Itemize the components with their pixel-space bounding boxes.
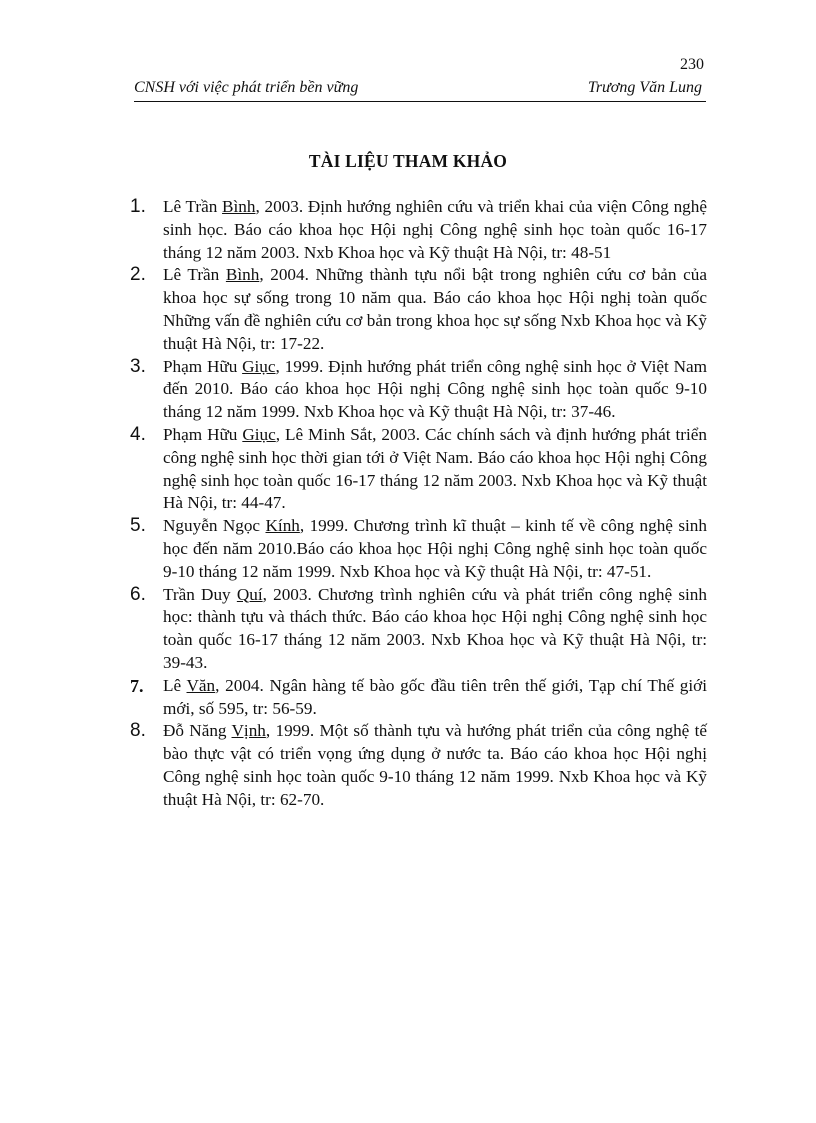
reference-text: , 1999. Chương trình kĩ thuật – kinh tế về công nghệ sinh học đến năm 2010.Báo cáo khoa học Hội nghị Công nghệ sinh học toàn quốc 9-10 tháng 12 năm 1999. Nxb Khoa học và Kỹ thuật Hà Nội, tr: 47-51. — [163, 516, 707, 581]
reference-author: Nguyễn Ngọc — [163, 516, 266, 536]
header-book-title: CNSH với việc phát triển bền vững — [134, 79, 359, 96]
reference-number: 3. — [130, 355, 146, 377]
reference-number: 8. — [130, 720, 146, 742]
reference-text: , 2004. Những thành tựu nổi bật trong nghiên cứu cơ bản của khoa học sự sống trong 10 năm qua. Báo cáo khoa học Hội nghị toàn quốc Những vấn đề nghiên cứu cơ bản trong khoa học sự sống Nxb Khoa học và Kỹ thuật Hà Nội, tr: 17-22. — [163, 265, 707, 353]
references-list — [130, 196, 707, 812]
running-header — [134, 79, 706, 102]
reference-author: Đỗ Năng — [163, 721, 232, 741]
reference-text: , 1999. Định hướng phát triển công nghệ sinh học ở Việt Nam đến 2010. Báo cáo khoa học Hội nghị Công nghệ sinh học toàn quốc 9-10 tháng 12 năm 1999. Nxb Khoa học và Kỹ thuật Hà Nội, tr: 37-46. — [163, 356, 707, 422]
reference-author-surname: Giục — [242, 424, 276, 444]
reference-text: , 2003. Định hướng nghiên cứu và triển khai của viện Công nghệ sinh học. Báo cáo khoa học Hội nghị Công nghệ sinh học toàn quốc 16-17 tháng 12 năm 2003. Nxb Khoa học và Kỹ thuật Hà Nội, tr: 48-51 — [163, 197, 707, 262]
reference-number: 1. — [130, 196, 146, 217]
reference-author: Lê — [163, 675, 187, 695]
reference-item — [130, 584, 707, 675]
reference-text: , Lê Minh Sắt, 2003. Các chính sách và định hướng phát triển công nghệ sinh học thời gian tới ở Việt Nam. Báo cáo khoa học Hội nghị Công nghệ sinh học toàn quốc 16-17 tháng 12 năm 2003. Nxb Khoa học và Kỹ thuật Hà Nội, tr: 44-47. — [163, 424, 707, 513]
reference-author-surname: Quí — [236, 584, 263, 604]
reference-author: Lê Trần — [163, 197, 223, 216]
reference-author: Phạm Hữu — [163, 424, 243, 444]
reference-number: 7. — [130, 675, 144, 696]
reference-text: , 2004. Ngân hàng tế bào gốc đầu tiên trên thế giới, Tạp chí Thế giới mới, số 595, tr: 56-59. — [163, 675, 707, 718]
reference-number: 4. — [130, 423, 146, 445]
reference-author-surname: Kính — [265, 516, 300, 536]
reference-item — [130, 264, 707, 355]
reference-author: Phạm Hữu — [163, 356, 243, 376]
reference-author-surname: Bình — [222, 197, 256, 216]
reference-author-surname: Bình — [225, 265, 260, 285]
reference-author: Trần Duy — [163, 584, 237, 604]
reference-number: 6. — [130, 583, 146, 605]
reference-item — [130, 675, 707, 721]
reference-author-surname: Vịnh — [231, 721, 266, 741]
reference-author: Lê Trần — [163, 265, 226, 285]
reference-number: 5. — [130, 515, 146, 537]
page-number: 230 — [680, 56, 704, 73]
reference-item — [130, 720, 707, 811]
reference-text: , 1999. Một số thành tựu và hướng phát triển của công nghệ tế bào thực vật có triển vọng ứng dụng ở nước ta. Báo cáo khoa học Hội nghị Công nghệ sinh học toàn quốc 9-10 tháng 12 năm 1999. Nxb Khoa học và Kỹ thuật Hà Nội, tr: 62-70. — [163, 721, 707, 809]
reference-author-surname: Giục — [242, 356, 276, 376]
references-title: TÀI LIỆU THAM KHẢO — [308, 151, 508, 171]
reference-author-surname: Văn — [186, 675, 216, 695]
reference-text: , 2003. Chương trình nghiên cứu và phát triển công nghệ sinh học: thành tựu và thách thức. Báo cáo khoa học Hội nghị Công nghệ sinh học toàn quốc 16-17 tháng 12 năm 2003. Nxb Khoa học và Kỹ thuật Hà Nội, tr: 39-43. — [163, 584, 707, 672]
reference-number: 2. — [130, 264, 146, 286]
reference-item — [130, 356, 707, 424]
header-author: Trương Văn Lung — [587, 79, 702, 96]
reference-item — [130, 196, 707, 264]
reference-item — [130, 424, 707, 515]
reference-item — [130, 515, 707, 583]
